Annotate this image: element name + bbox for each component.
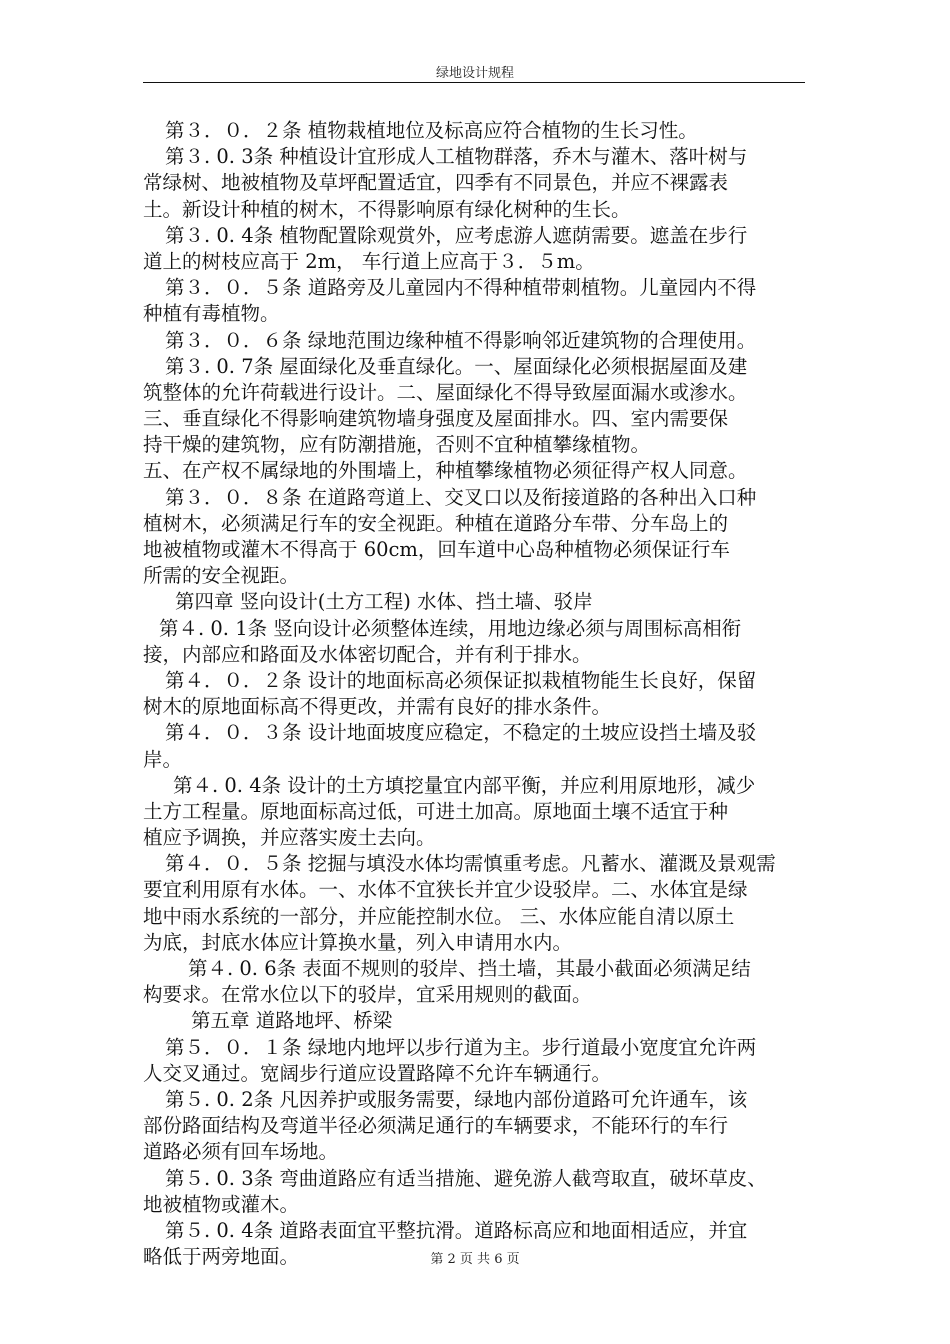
text-line: 筑整体的允许荷载进行设计。二、屋面绿化不得导致屋面漏水或渗水。 (143, 380, 748, 404)
text-line: 第四章 竖向设计(土方工程) 水体、挡土墙、驳岸 (175, 590, 593, 614)
text-line: 地被植物或灌木。 (143, 1192, 300, 1216)
text-line: 第３. 0. 4条 植物配置除观赏外，应考虑游人遮荫需要。遮盖在步行 (165, 223, 748, 247)
text-line: 第４. 0. 4条 设计的土方填挖量宜内部平衡，并应利用原地形，减少 (173, 773, 756, 797)
text-line: 五、在产权不属绿地的外围墙上，种植攀缘植物必须征得产权人同意。 (143, 459, 748, 483)
text-line: 接，内部应和路面及水体密切配合，并有利于排水。 (143, 642, 592, 666)
text-line: 第五章 道路地坪、桥梁 (191, 1009, 393, 1033)
text-line: 第５. 0. 4条 道路表面宜平整抗滑。道路标高应和地面相适应，并宜 (165, 1218, 748, 1242)
text-line: 构要求。在常水位以下的驳岸，宜采用规则的截面。 (143, 983, 592, 1007)
text-line: 所需的安全视距。 (143, 564, 300, 588)
text-line: 持干燥的建筑物，应有防潮措施，否则不宜种植攀缘植物。 (143, 433, 651, 457)
text-line: 第４．０．５条 挖掘与填没水体均需慎重考虑。凡蓄水、灌溉及景观需 (165, 852, 776, 876)
text-line: 岸。 (143, 747, 183, 771)
page-header: 绿地设计规程 (435, 66, 514, 81)
text-line: 部份路面结构及弯道半径必须满足通行的车辆要求，不能环行的车行 (143, 1114, 729, 1138)
text-line: 树木的原地面标高不得更改，并需有良好的排水条件。 (143, 695, 612, 719)
text-line: 植树木，必须满足行车的安全视距。种植在道路分车带、分车岛上的 (143, 511, 729, 535)
header-divider (143, 82, 805, 83)
text-line: 第５. 0. 2条 凡因养护或服务需要，绿地内部份道路可允许通车，该 (165, 1087, 748, 1111)
text-line: 第５．０．１条 绿地内地坪以步行道为主。步行道最小宽度宜允许两 (165, 1035, 757, 1059)
text-line: 第４．０．２条 设计的地面标高必须保证拟栽植物能生长良好，保留 (165, 668, 757, 692)
text-line: 第５. 0. 3条 弯曲道路应有适当措施、避免游人截弯取直，破坏草皮、 (165, 1166, 767, 1190)
text-line: 第３．０．８条 在道路弯道上、交叉口以及衔接道路的各种出入口种 (165, 485, 757, 509)
text-line: 第３．０．６条 绿地范围边缘种植不得影响邻近建筑物的合理使用。 (165, 328, 757, 352)
page-footer: 第 2 页 共 6 页 (430, 1252, 520, 1267)
text-line: 道上的树枝应高于 2m， 车行道上应高于３．５m。 (143, 249, 595, 273)
text-line: 第３. 0. 3条 种植设计宜形成人工植物群落，乔木与灌木、落叶树与 (165, 145, 748, 169)
text-line: 三、垂直绿化不得影响建筑物墙身强度及屋面排水。四、室内需要保 (143, 407, 729, 431)
text-line: 道路必须有回车场地。 (143, 1140, 339, 1164)
text-line: 土。新设计种植的树木，不得影响原有绿化树种的生长。 (143, 197, 631, 221)
text-line: 为底，封底水体应计算换水量，列入申请用水内。 (143, 930, 573, 954)
text-line: 常绿树、地被植物及草坪配置适宜，四季有不同景色，并应不裸露表 (143, 171, 729, 195)
text-line: 第３．０．２条 植物栽植地位及标高应符合植物的生长习性。 (165, 119, 698, 142)
text-line: 第４. 0. 1条 竖向设计必须整体连续，用地边缘必须与周围标高相衔 (159, 616, 742, 640)
text-line: 植应予调换，并应落实废土去向。 (143, 826, 436, 850)
text-line: 第４. 0. 6条 表面不规则的驳岸、挡土墙，其最小截面必须满足结 (188, 957, 751, 980)
text-line: 种植有毒植物。 (143, 302, 280, 326)
text-line: 人交叉通过。宽阔步行道应设置路障不允许车辆通行。 (143, 1061, 612, 1085)
text-line: 第４．０．３条 设计地面坡度应稳定，不稳定的土坡应设挡土墙及驳 (165, 721, 757, 745)
text-line: 地被植物或灌木不得高于 60cm，回车道中心岛种植物必须保证行车 (143, 538, 730, 561)
text-line: 地中雨水系统的一部分，并应能控制水位。 三、水体应能自清以原土 (143, 904, 735, 928)
text-line: 第３. 0. 7条 屋面绿化及垂直绿化。一、屋面绿化必须根据屋面及建 (165, 354, 748, 378)
text-line: 略低于两旁地面。 (143, 1245, 300, 1269)
text-line: 土方工程量。原地面标高过低，可进土加高。原地面土壤不适宜于种 (143, 799, 729, 823)
text-line: 要宜利用原有水体。一、水体不宜狭长并宜少设驳岸。二、水体宜是绿 (143, 878, 748, 902)
text-line: 第３．０．５条 道路旁及儿童园内不得种植带刺植物。儿童园内不得 (165, 276, 757, 300)
document-body (143, 118, 811, 1270)
